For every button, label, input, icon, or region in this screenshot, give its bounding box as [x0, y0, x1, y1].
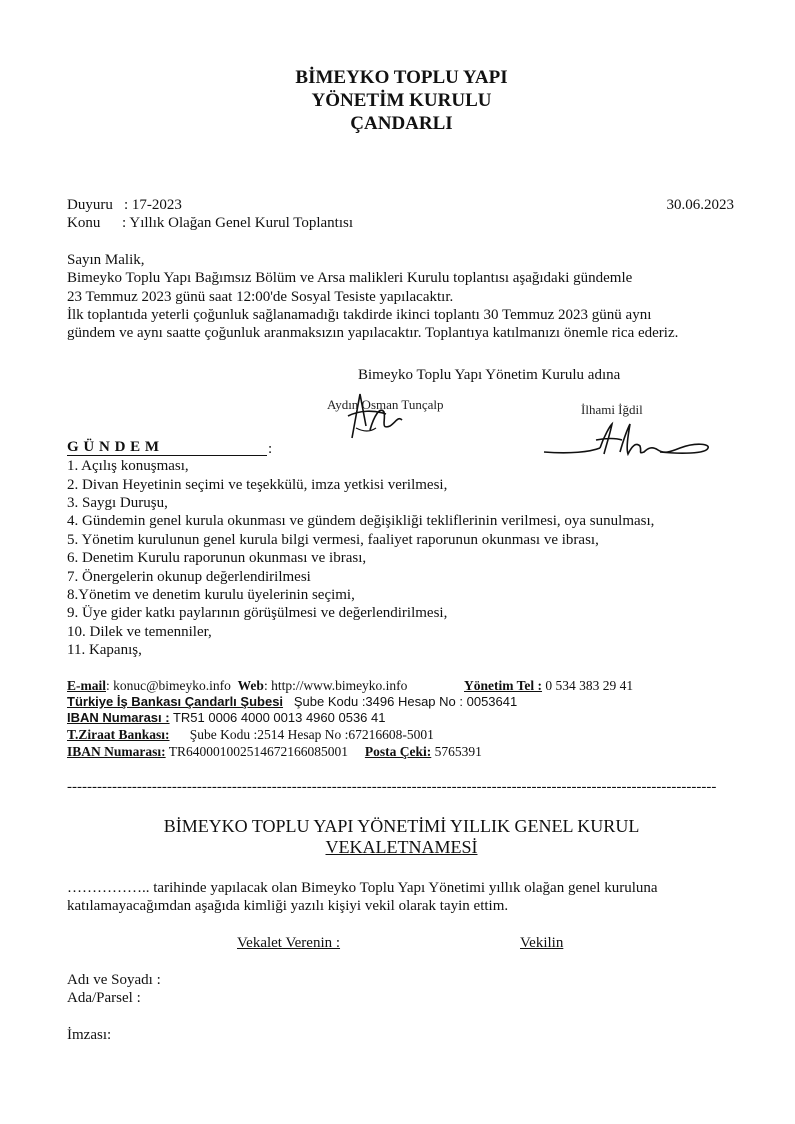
agenda-item: 11. Kapanış,	[67, 642, 142, 658]
agenda-item: 4. Gündemin genel kurula okunması ve gündem değişikliği tekliflerinin verilmesi, oya sunulması,	[67, 513, 655, 529]
email-value[interactable]: : konuc@bimeyko.info	[106, 678, 231, 693]
iban-2-line	[67, 744, 482, 760]
signature-2-image	[540, 418, 712, 460]
iban-1-line	[67, 710, 385, 726]
header-line-3: ÇANDARLI	[350, 113, 453, 134]
email-label: E-mail	[67, 678, 106, 693]
body-line-3: İlk toplantıda yeterli çoğunluk sağlanamadığı takdirde ikinci toplantı 30 Temmuz 2023 günü aynı	[67, 307, 652, 323]
iban-1-label: IBAN Numarası :	[67, 710, 170, 725]
proxy-holder-label: Vekilin	[520, 935, 564, 951]
notice-number-label: Duyuru	[67, 197, 113, 213]
agenda-item: 5. Yönetim kurulunun genel kurula bilgi vermesi, faaliyet raporunun okunması ve ibrası,	[67, 532, 599, 548]
agenda-item: 2. Divan Heyetinin seçimi ve teşekkülü, imza yetkisi verilmesi,	[67, 477, 448, 493]
header-line-2: YÖNETİM KURULU	[311, 90, 492, 111]
salutation: Sayın Malik,	[67, 252, 145, 268]
on-behalf-text: Bimeyko Toplu Yapı Yönetim Kurulu adına	[358, 367, 621, 383]
proxy-text-line-1: …………….. tarihinde yapılacak olan Bimeyko Toplu Yapı Yönetimi yıllık olağan genel kuruluna	[67, 880, 658, 896]
iban-1-value: TR51 0006 4000 0013 4960 0536 41	[169, 710, 386, 725]
tel-line	[464, 678, 633, 694]
bank-1-name: Türkiye İş Bankası Çandarlı Şubesi	[67, 694, 284, 709]
tel-label: Yönetim Tel :	[464, 678, 543, 693]
bank-1-line	[67, 694, 517, 710]
agenda-item: 9. Üye gider katkı paylarının görüşülmesi ve değerlendirilmesi,	[67, 605, 448, 621]
bank-2-name: T.Ziraat Bankası:	[67, 727, 170, 742]
posta-label: Posta Çeki:	[364, 744, 432, 759]
signer-2-name: İlhami İğdil	[581, 402, 643, 417]
web-label: Web	[237, 678, 264, 693]
cut-line-separator: ----------------------------------------------------------------------------------------------------------------------------------	[67, 779, 717, 795]
proxy-title-line-2: VEKALETNAMESİ	[325, 837, 478, 857]
subject-label: Konu	[67, 215, 101, 231]
body-line-1: Bimeyko Toplu Yapı Bağımsız Bölüm ve Arsa malikleri Kurulu toplantısı aşağıdaki gündemle	[67, 270, 633, 286]
proxy-giver-label: Vekalet Verenin :	[237, 935, 341, 951]
agenda-item: 10. Dilek ve temenniler,	[67, 624, 212, 640]
subject-value: : Yıllık Olağan Genel Kurul Toplantısı	[122, 215, 353, 231]
bank-2-details: Şube Kodu :2514 Hesap No :67216608-5001	[189, 727, 434, 742]
notice-number: : 17-2023	[124, 197, 182, 213]
agenda-item: 1. Açılış konuşması,	[67, 458, 189, 474]
signer-1-name: Aydın Osman Tunçalp	[327, 397, 444, 412]
web-value[interactable]: : http://www.bimeyko.info	[263, 678, 408, 693]
contact-line-1	[67, 678, 407, 694]
proxy-title-line-1: BİMEYKO TOPLU YAPI YÖNETİMİ YILLIK GENEL KURUL	[163, 816, 640, 836]
proxy-text-line-2: katılamayacağımdan aşağıda kimliği yazılı kişiyi vekil olarak tayin ettim.	[67, 898, 509, 914]
bank-1-details: Şube Kodu :3496 Hesap No : 0053641	[293, 694, 518, 709]
signature-field-label: İmzası:	[67, 1027, 112, 1043]
agenda-item: 7. Önergelerin okunup değerlendirilmesi	[67, 569, 311, 585]
agenda-item: 8.Yönetim ve denetim kurulu üyelerinin seçimi,	[67, 587, 355, 603]
posta-value: 5765391	[431, 744, 482, 759]
body-line-2: 23 Temmuz 2023 günü saat 12:00'de Sosyal Tesiste yapılacaktır.	[67, 289, 454, 305]
signature-1-image	[340, 386, 410, 446]
iban-2-label: IBAN Numarası:	[67, 744, 166, 759]
iban-2-value: TR640001002514672166085001	[165, 744, 349, 759]
name-field-label: Adı ve Soyadı :	[67, 972, 161, 988]
header-line-1: BİMEYKO TOPLU YAPI	[295, 67, 508, 88]
tel-value: 0 534 383 29 41	[542, 678, 634, 693]
agenda-title: G Ü N D E M	[67, 439, 267, 456]
agenda-item: 6. Denetim Kurulu raporunun okunması ve ibrası,	[67, 550, 367, 566]
body-line-4: gündem ve aynı saatte çoğunluk aranmaksızın yapılacaktır. Toplantıya katılmanızı önemle rica ederiz.	[67, 325, 679, 341]
parcel-field-label: Ada/Parsel :	[67, 990, 141, 1006]
notice-date: 30.06.2023	[666, 197, 734, 213]
bank-2-line	[67, 727, 434, 743]
agenda-item: 3. Saygı Duruşu,	[67, 495, 168, 511]
agenda-title-colon: :	[268, 441, 273, 457]
